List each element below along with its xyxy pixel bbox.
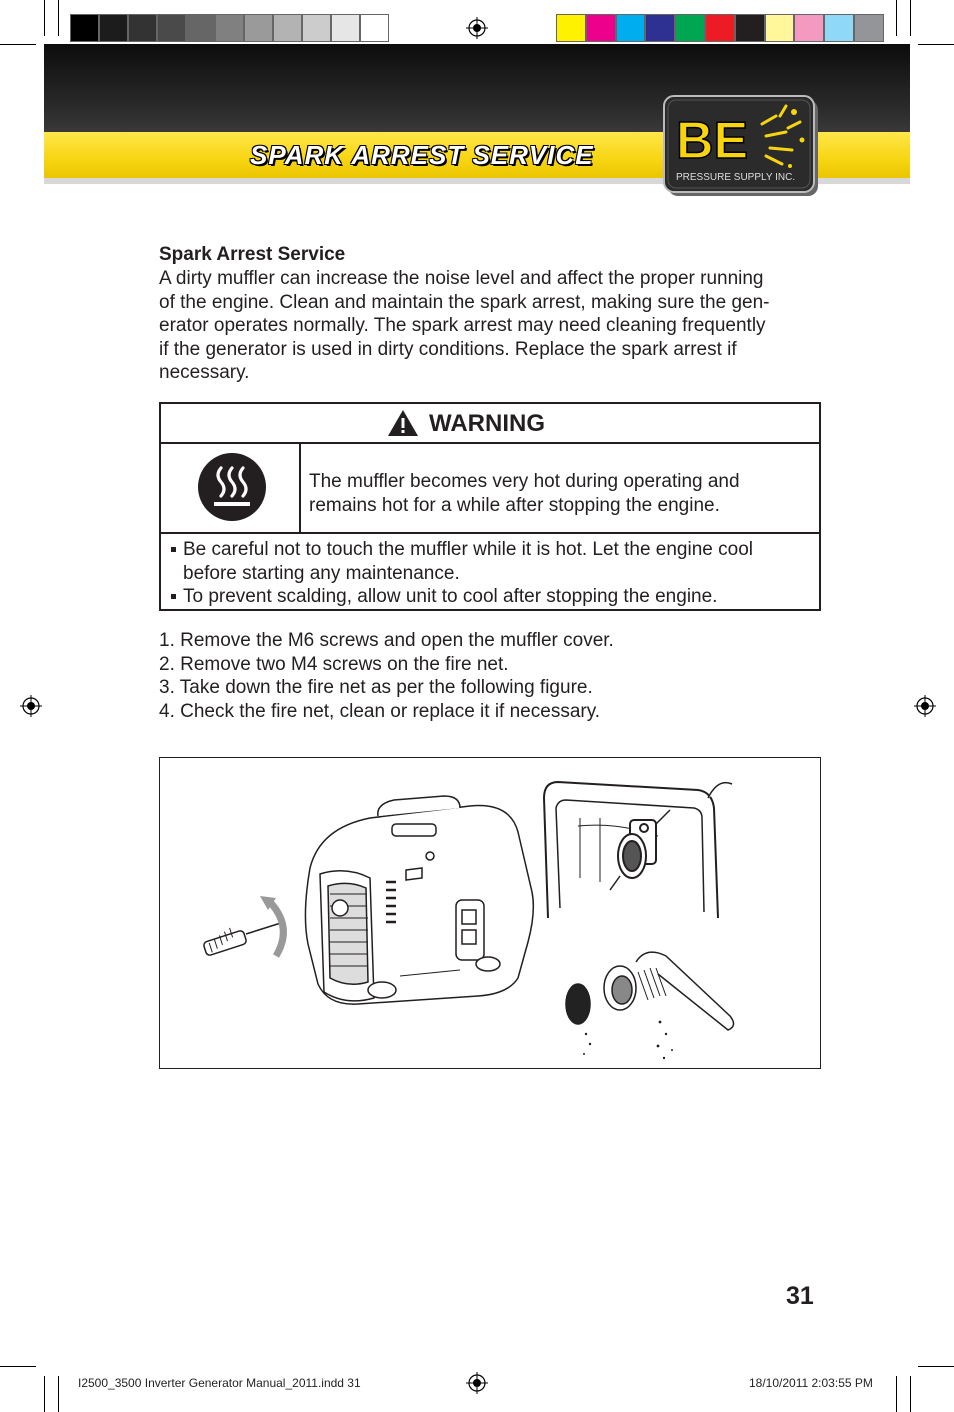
intro-line: of the engine. Clean and maintain the spark arrest, making sure the gen- xyxy=(159,291,770,313)
crop-mark xyxy=(58,0,59,36)
intro-line: erator operates normally. The spark arrest may need cleaning frequently xyxy=(159,315,766,336)
crop-mark xyxy=(44,0,45,36)
footer-timestamp: 18/10/2011 2:03:55 PM xyxy=(749,1376,873,1390)
crop-mark xyxy=(910,1376,911,1412)
crop-mark xyxy=(44,1376,45,1412)
be-pressure-logo xyxy=(662,94,820,198)
intro-line: if the generator is used in dirty conditions. Replace the spark arrest if xyxy=(159,338,737,360)
section-heading: Spark Arrest Service xyxy=(159,244,346,265)
color-swatch xyxy=(186,14,215,42)
step-item: 2. Remove two M4 screws on the fire net. xyxy=(159,653,509,675)
color-swatch xyxy=(556,14,586,42)
bullet-text: before starting any maintenance. xyxy=(183,562,460,584)
footer-filename: I2500_3500 Inverter Generator Manual_2011.indd 31 xyxy=(78,1376,361,1390)
warning-triangle-icon xyxy=(387,408,419,438)
crop-mark xyxy=(918,1366,954,1367)
debris-particles xyxy=(583,1021,673,1060)
registration-mark-icon xyxy=(20,695,42,717)
crop-mark xyxy=(910,0,911,36)
muffler-closeup-illustration xyxy=(544,782,732,918)
brush-cleaning-illustration xyxy=(566,952,734,1030)
warning-header xyxy=(161,404,819,444)
page-title: SPARK ARREST SERVICE xyxy=(250,140,594,170)
hot-text-cell xyxy=(301,442,819,534)
crop-mark xyxy=(896,1376,897,1412)
intro-line: necessary. xyxy=(159,362,250,383)
warning-bullet xyxy=(169,585,819,609)
intro-paragraph xyxy=(159,267,819,385)
registration-mark-icon xyxy=(914,695,936,717)
color-swatch xyxy=(331,14,360,42)
crop-mark xyxy=(918,44,954,45)
color-swatch xyxy=(705,14,735,42)
step-item: 4. Check the fire net, clean or replace it if necessary. xyxy=(159,700,601,722)
hot-warning-text xyxy=(309,470,809,518)
hot-text-line: remains hot for a while after stopping the engine. xyxy=(309,495,720,516)
generator-illustration xyxy=(160,758,820,1068)
color-swatch xyxy=(645,14,675,42)
registration-mark-icon xyxy=(466,17,488,39)
procedure-steps xyxy=(159,629,819,723)
svg-text:PRESSURE SUPPLY INC.: PRESSURE SUPPLY INC. xyxy=(676,172,796,183)
bullet-text: Be careful not to touch the muffler while it is hot. Let the engine cool xyxy=(183,539,753,560)
warning-box xyxy=(159,402,821,611)
color-swatch xyxy=(157,14,186,42)
screwdriver-illustration xyxy=(203,922,284,956)
crop-mark xyxy=(58,1376,59,1412)
crop-mark xyxy=(0,1366,36,1367)
color-swatch xyxy=(273,14,302,42)
page-number: 31 xyxy=(786,1282,814,1310)
warning-label: WARNING xyxy=(429,410,545,437)
color-swatch xyxy=(360,14,389,42)
color-swatch xyxy=(215,14,244,42)
intro-line: A dirty muffler can increase the noise level and affect the proper running xyxy=(159,268,764,289)
warning-bullet-list xyxy=(169,538,819,609)
color-swatch xyxy=(616,14,646,42)
color-swatch xyxy=(675,14,705,42)
bullet-text: To prevent scalding, allow unit to cool after stopping the engine. xyxy=(183,586,718,607)
generator-illustration xyxy=(305,796,533,1004)
color-swatch xyxy=(128,14,157,42)
registration-mark-icon xyxy=(466,1372,488,1394)
step-item: 3. Take down the fire net as per the following figure. xyxy=(159,677,593,698)
color-swatch xyxy=(824,14,854,42)
color-swatch xyxy=(854,14,884,42)
color-swatch xyxy=(735,14,765,42)
color-swatch xyxy=(794,14,824,42)
color-swatch xyxy=(70,14,99,42)
color-swatch xyxy=(586,14,616,42)
warning-bullet xyxy=(169,538,819,585)
color-swatch xyxy=(99,14,128,42)
svg-text:BE: BE xyxy=(676,112,749,170)
color-swatch xyxy=(302,14,331,42)
color-swatch xyxy=(244,14,273,42)
hot-icon-cell xyxy=(161,442,301,534)
crop-mark xyxy=(896,0,897,36)
hot-text-line: The muffler becomes very hot during operating and xyxy=(309,471,740,492)
hot-surface-icon xyxy=(197,452,267,522)
crop-mark xyxy=(0,44,36,45)
color-swatch xyxy=(765,14,795,42)
spark-arrest-figure xyxy=(159,757,821,1069)
step-item: 1. Remove the M6 screws and open the muffler cover. xyxy=(159,630,614,651)
